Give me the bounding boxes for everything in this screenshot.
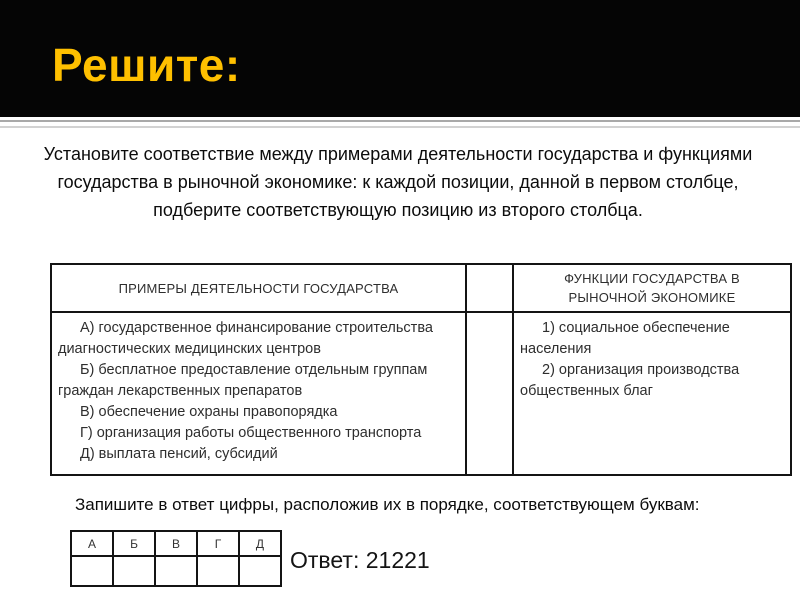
answer-input-row	[71, 556, 281, 586]
answer-letters-row	[71, 531, 281, 556]
answer-cell-g	[197, 556, 239, 586]
slide-header	[0, 0, 800, 117]
answer-cell-a	[71, 556, 113, 586]
match-table-header-spacer	[466, 264, 513, 312]
function-item-1: 1) социальное обеспечение населения	[520, 320, 730, 357]
match-table-header-row	[51, 264, 791, 312]
header-separator-line-top	[0, 120, 800, 122]
answer-letter-g: Г	[197, 531, 239, 556]
answer-cell-d	[239, 556, 281, 586]
answer-letters-table	[70, 530, 282, 587]
function-item-2: 2) организация производства общественных благ	[520, 362, 740, 399]
example-item-d: Д) выплата пенсий, субсидий	[80, 446, 278, 462]
answer-letter-d: Д	[239, 531, 281, 556]
match-table-spacer-cell	[466, 312, 513, 475]
answer-text	[290, 547, 430, 574]
answer-letter-b: Б	[113, 531, 155, 556]
match-table-header-examples: ПРИМЕРЫ ДЕЯТЕЛЬНОСТИ ГОСУДАРСТВА	[51, 264, 466, 312]
answer-cell-b	[113, 556, 155, 586]
example-item-g: Г) организация работы общественного транспорта	[80, 425, 422, 441]
answer-cell-v	[155, 556, 197, 586]
answer-instruction: Запишите в ответ цифры, расположив их в порядке, соответствующем буквам:	[75, 495, 700, 514]
answer-letter-a: А	[71, 531, 113, 556]
answer-label: Ответ:	[290, 547, 360, 573]
match-table-body-row	[51, 312, 791, 475]
example-item-b: Б) бесплатное предоставление отдельным группам граждан лекарственных препаратов	[58, 362, 428, 399]
answer-letter-v: В	[155, 531, 197, 556]
match-table-functions-cell	[513, 312, 791, 475]
task-intro-text: Установите соответствие между примерами деятельности государства и функциями государства в рыночной экономике: к каждой позиции, данной в первом столбце, подберите соответствующую позицию из второго столбца.	[43, 144, 753, 220]
match-table	[50, 263, 792, 476]
header-separator-line-bottom	[0, 126, 800, 128]
example-item-a: А) государственное финансирование строительства диагностических медицинских центров	[58, 320, 433, 357]
match-table-examples-cell	[51, 312, 466, 475]
slide-title: Решите:	[52, 39, 241, 91]
match-table-header-functions-text: ФУНКЦИИ ГОСУДАРСТВА В РЫНОЧНОЙ ЭКОНОМИКЕ	[564, 270, 740, 305]
example-item-v: В) обеспечение охраны правопорядка	[80, 404, 338, 420]
match-table-header-functions	[513, 264, 791, 312]
answer-value: 21221	[365, 547, 430, 573]
